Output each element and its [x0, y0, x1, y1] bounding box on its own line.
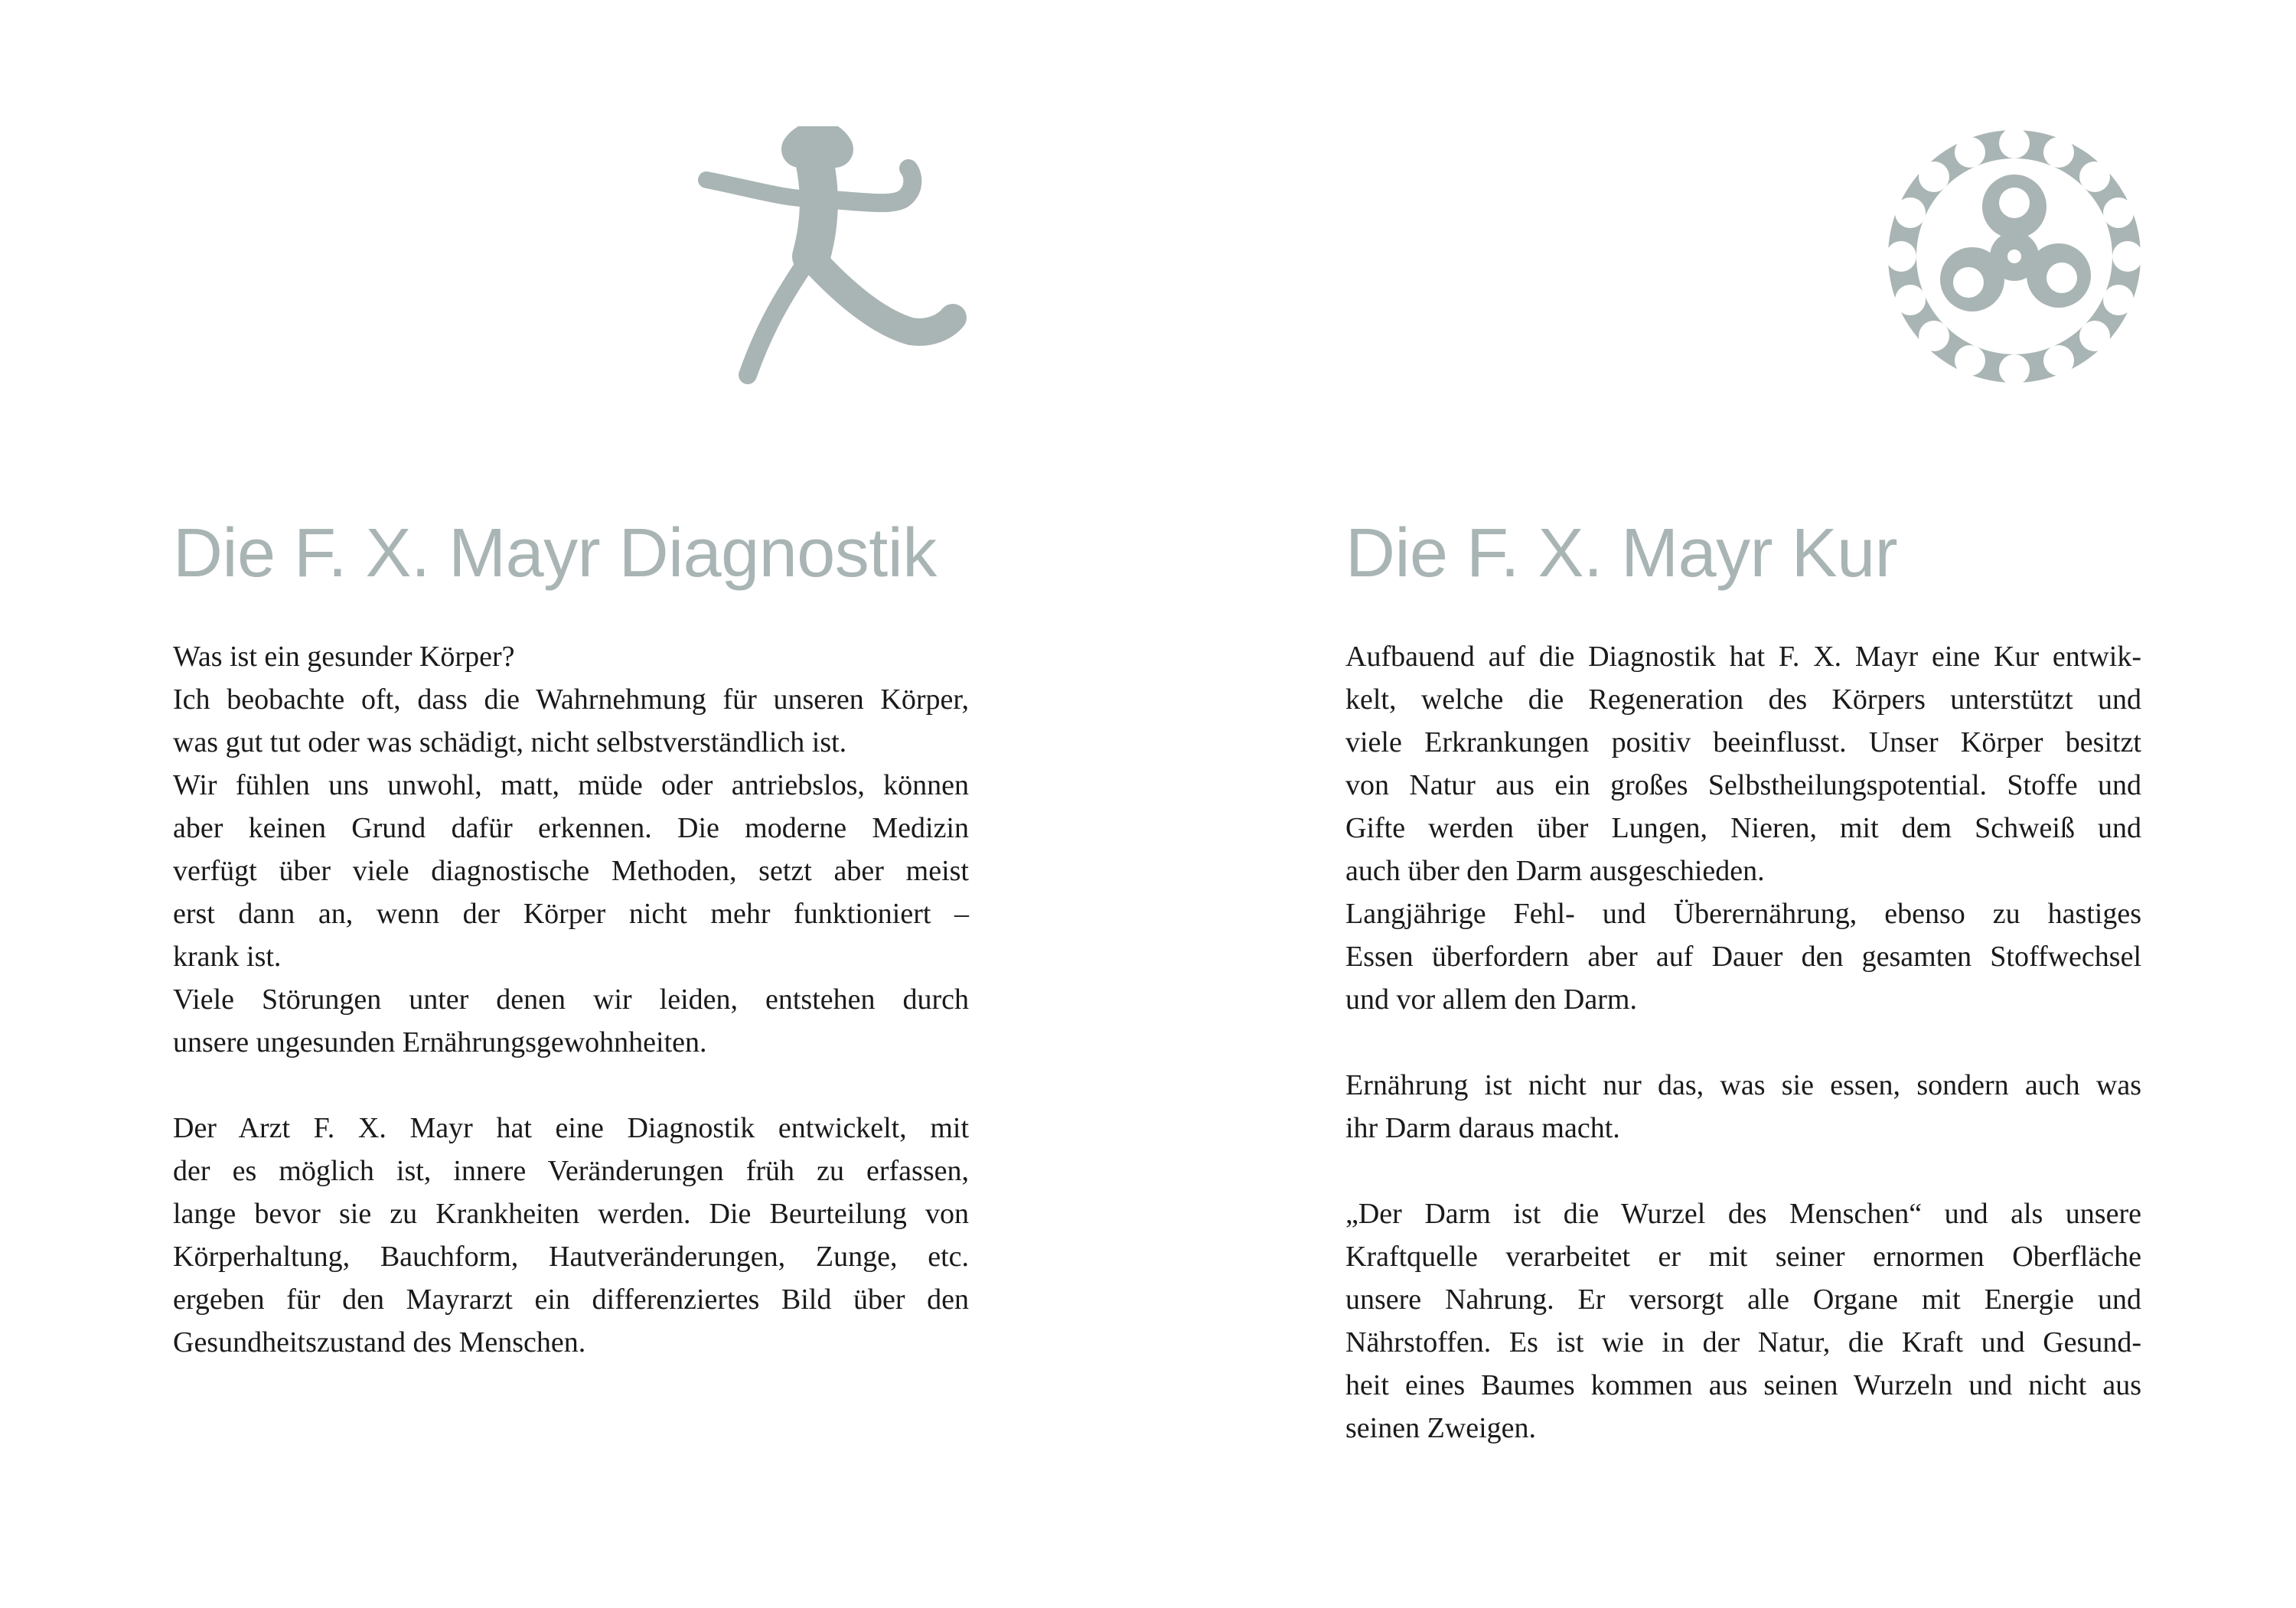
text-line: Essen überfordern aber auf Dauer den gesamten Stoffwechsel	[1345, 941, 2141, 973]
text-line: Ich beobachte oft, dass die Wahrnehmung für unseren Körper,	[173, 683, 969, 716]
body-text	[1345, 635, 2141, 1450]
text-line: ihr Darm daraus macht.	[1345, 1112, 1620, 1144]
text-line: verfügt über viele diagnostische Methoden, setzt aber meist	[173, 855, 969, 887]
text-line: „Der Darm ist die Wurzel des Menschen“ und als unsere	[1345, 1198, 2141, 1230]
text-line: Aufbauend auf die Diagnostik hat F. X. Mayr eine Kur entwik-	[1345, 641, 2141, 673]
page-title: Die F. X. Mayr Diagnostik	[173, 515, 937, 592]
dancing-figure-icon	[685, 126, 976, 394]
text-line: Viele Störungen unter denen wir leiden, entstehen durch	[173, 983, 969, 1016]
paragraph-spacer	[1345, 1150, 2141, 1192]
text-line: viele Erkrankungen positiv beeinflusst. Unser Körper besitzt	[1345, 726, 2141, 758]
text-line: und vor allem den Darm.	[1345, 983, 1637, 1016]
text-line: krank ist.	[173, 941, 282, 973]
text-line: Was ist ein gesunder Körper?	[173, 641, 515, 673]
text-line: Gifte werden über Lungen, Nieren, mit dem Schweiß und	[1345, 812, 2141, 844]
text-line: seinen Zweigen.	[1345, 1412, 1537, 1444]
text-line: lange bevor sie zu Krankheiten werden. Die Beurteilung von	[173, 1198, 969, 1230]
text-line: unsere ungesunden Ernährungsgewohnheiten.	[173, 1026, 707, 1058]
paragraph	[173, 1107, 969, 1364]
text-line: Nährstoffen. Es ist wie in der Natur, die Kraft und Gesund-	[1345, 1326, 2141, 1358]
text-line: unsere Nahrung. Er versorgt alle Organe mit Energie und	[1345, 1283, 2141, 1316]
text-line: kelt, welche die Regeneration des Körpers unterstützt und	[1345, 683, 2141, 716]
text-line: erst dann an, wenn der Körper nicht mehr funktioniert –	[173, 898, 969, 930]
text-line: Der Arzt F. X. Mayr hat eine Diagnostik entwickelt, mit	[173, 1112, 969, 1144]
flower-spiral-icon	[1884, 126, 2144, 387]
text-line: der es möglich ist, innere Veränderungen früh zu erfassen,	[173, 1155, 969, 1187]
text-line: von Natur aus ein großes Selbstheilungspotential. Stoffe und	[1345, 769, 2141, 801]
text-line: Langjährige Fehl- und Überernährung, ebenso zu hastiges	[1345, 898, 2141, 930]
text-line: Körperhaltung, Bauchform, Hautveränderungen, Zunge, etc.	[173, 1241, 969, 1273]
paragraph	[173, 635, 969, 1064]
paragraph	[1345, 1192, 2141, 1450]
text-line: Wir fühlen uns unwohl, matt, müde oder antriebslos, können	[173, 769, 969, 801]
text-line: ergeben für den Mayrarzt ein differenziertes Bild über den	[173, 1283, 969, 1316]
body-text	[173, 635, 969, 1364]
text-line: was gut tut oder was schädigt, nicht selbstverständlich ist.	[173, 726, 847, 758]
text-line: Ernährung ist nicht nur das, was sie essen, sondern auch was	[1345, 1069, 2141, 1101]
paragraph-spacer	[173, 1064, 969, 1107]
text-line: aber keinen Grund dafür erkennen. Die moderne Medizin	[173, 812, 969, 844]
text-line: heit eines Baumes kommen aus seinen Wurzeln und nicht aus	[1345, 1369, 2141, 1401]
text-line: Kraftquelle verarbeitet er mit seiner ernormen Oberfläche	[1345, 1241, 2141, 1273]
paragraph	[1345, 1064, 2141, 1150]
paragraph	[1345, 635, 2141, 1021]
page-title: Die F. X. Mayr Kur	[1345, 515, 1898, 592]
text-line: Gesundheitszustand des Menschen.	[173, 1326, 586, 1358]
paragraph-spacer	[1345, 1021, 2141, 1064]
right-page	[1148, 0, 2296, 1608]
text-line: auch über den Darm ausgeschieden.	[1345, 855, 1765, 887]
